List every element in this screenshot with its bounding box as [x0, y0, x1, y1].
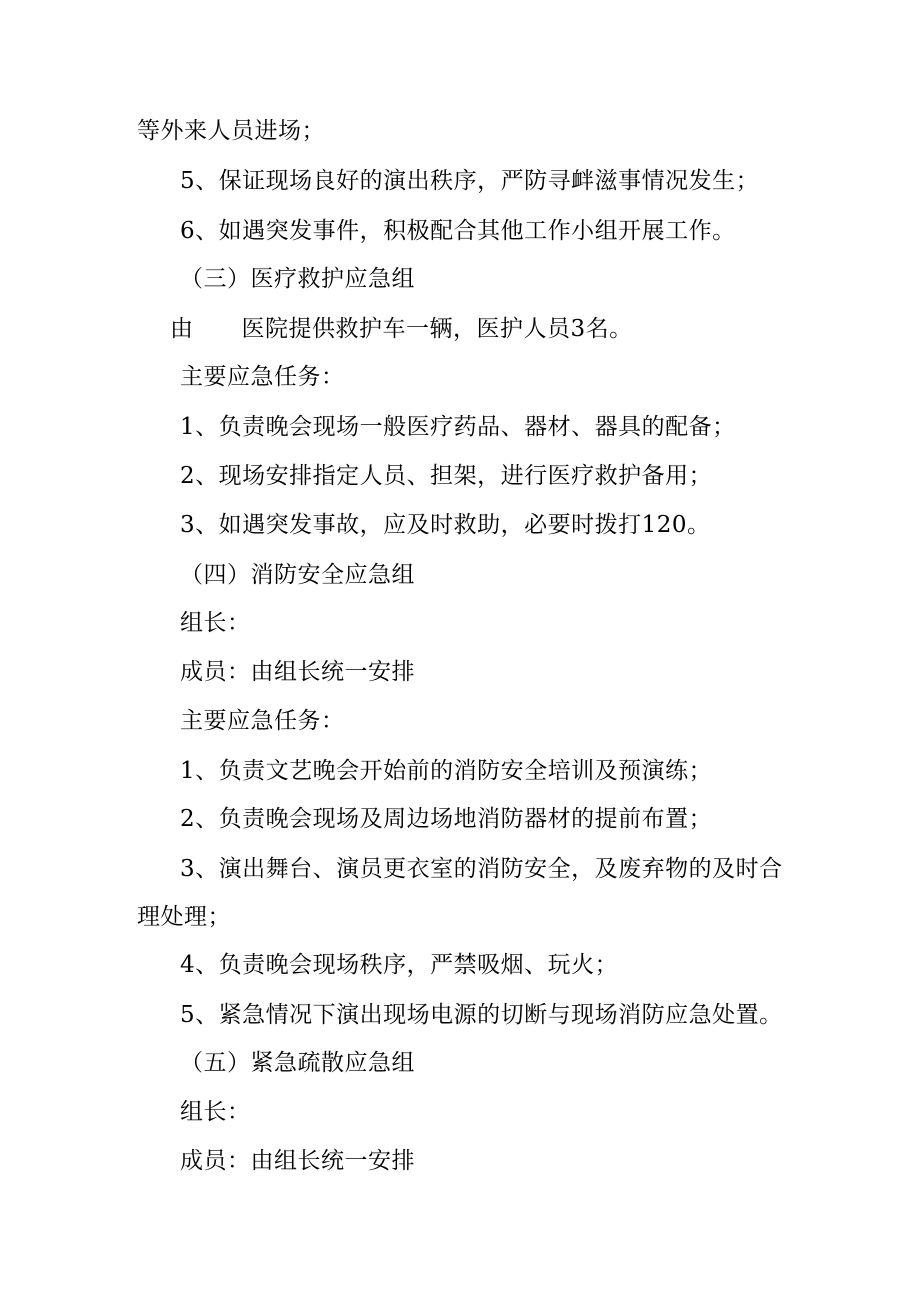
list-item-fire-1: 1、负责文艺晚会开始前的消防安全培训及预演练；	[180, 758, 713, 784]
section-heading-evacuation: （五）紧急疏散应急组	[180, 1050, 415, 1076]
section-heading-medical: （三）医疗救护应急组	[180, 266, 415, 292]
paragraph-continuation: 等外来人员进场；	[137, 118, 325, 144]
list-item-security-5: 5、保证现场良好的演出秩序，严防寻衅滋事情况发生；	[180, 168, 760, 194]
list-item-fire-2: 2、负责晚会现场及周边场地消防器材的提前布置；	[180, 806, 713, 832]
medical-provider-line	[170, 314, 633, 344]
fire-group-members: 成员：由组长统一安排	[180, 659, 415, 685]
subheading-main-tasks: 主要应急任务：	[180, 364, 345, 390]
list-item-fire-4: 4、负责晚会现场秩序，严禁吸烟、玩火；	[180, 952, 619, 978]
medical-provider-text: 医院提供救护车一辆，医护人员3名。	[241, 316, 633, 342]
section-heading-fire: （四）消防安全应急组	[180, 562, 415, 588]
medical-provider-prefix: 由	[170, 316, 194, 342]
list-item-fire-5: 5、紧急情况下演出现场电源的切断与现场消防应急处置。	[180, 1002, 783, 1028]
subheading-main-tasks: 主要应急任务：	[180, 708, 345, 734]
list-item-security-6: 6、如遇突发事件，积极配合其他工作小组开展工作。	[180, 218, 736, 244]
list-item-medical-3: 3、如遇突发事故，应及时救助，必要时拨打120。	[180, 512, 711, 538]
list-item-fire-3-continuation: 理处理；	[137, 904, 231, 930]
evacuation-group-leader: 组长：	[180, 1099, 251, 1125]
evacuation-group-members: 成员：由组长统一安排	[180, 1148, 415, 1174]
list-item-fire-3: 3、演出舞台、演员更衣室的消防安全，及废弃物的及时合	[180, 856, 783, 882]
list-item-medical-1: 1、负责晚会现场一般医疗药品、器材、器具的配备；	[180, 414, 736, 440]
list-item-medical-2: 2、现场安排指定人员、担架，进行医疗救护备用；	[180, 463, 713, 489]
fire-group-leader: 组长：	[180, 610, 251, 636]
